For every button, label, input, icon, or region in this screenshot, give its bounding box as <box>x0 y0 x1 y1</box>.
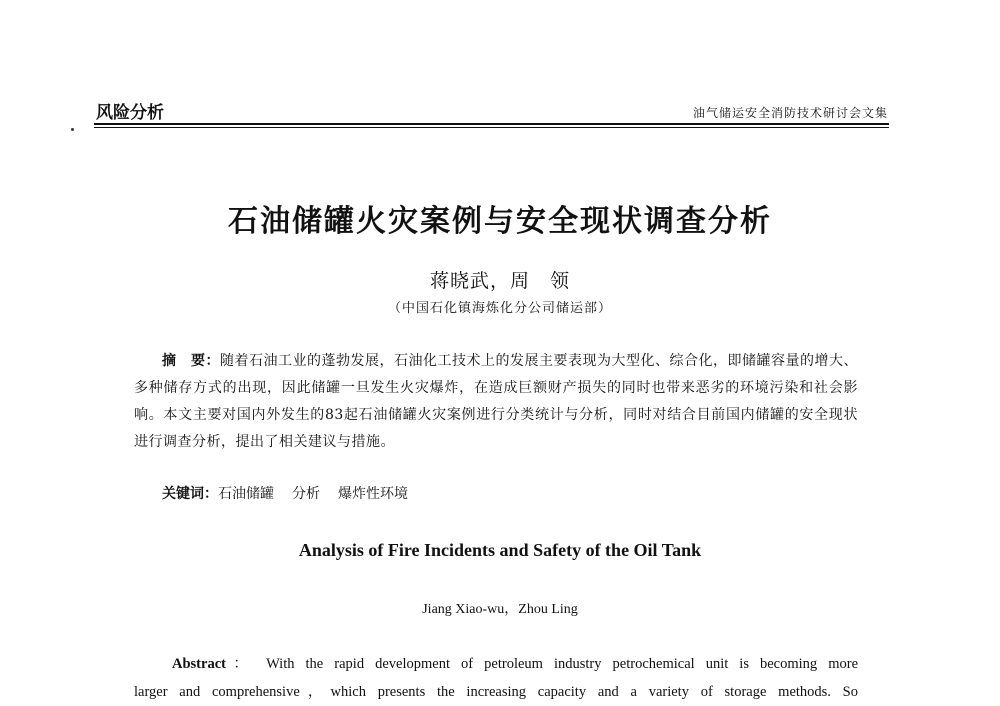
margin-mark <box>71 128 74 131</box>
header-rule-thin <box>94 127 889 128</box>
paper-title-en: Analysis of Fire Incidents and Safety of the Oil Tank <box>298 540 702 560</box>
keywords-label: 关键词： <box>162 486 218 502</box>
keyword: 分析 <box>292 486 320 502</box>
authors-zh: 蒋晓武，周 领 <box>429 270 570 292</box>
paper-title-zh: 石油储罐火灾案例与安全现状调查分析 <box>228 204 772 239</box>
section-label: 风险分析 <box>96 103 164 123</box>
affiliation-zh: （中国石化镇海炼化分公司储运部） <box>387 301 612 316</box>
abstract-en-line <box>134 650 858 678</box>
abstract-en-label: Abstract <box>172 656 226 672</box>
journal-title: 油气储运安全消防技术研讨会文集 <box>692 106 888 120</box>
abstract-en <box>134 650 858 706</box>
abstract-en-text-2: larger and comprehensive，which presents the increasing capacity and a variety of storage methods. So <box>134 684 858 700</box>
keyword: 爆炸性环境 <box>338 486 408 502</box>
abstract-en-sep: ： <box>225 656 256 672</box>
keyword: 石油储罐 <box>218 486 274 502</box>
abstract-zh-label: 摘 要： <box>162 353 220 369</box>
keywords <box>162 483 426 503</box>
abstract-en-text-1: With the rapid development of petroleum industry petrochemical unit is becoming more <box>266 656 858 672</box>
abstract-zh <box>134 348 858 456</box>
header-rule-thick <box>94 123 889 125</box>
authors-en: Jiang Xiao-wu，Zhou Ling <box>422 602 578 617</box>
abstract-zh-text: 随着石油工业的蓬勃发展，石油化工技术上的发展主要表现为大型化、综合化，即储罐容量的增大、多种储存方式的出现，因此储罐一旦发生火灾爆炸，在造成巨额财产损失的同时也带来恶劣的环境污染和社会影响。本文主要对国内外发生的83起石油储罐火灾案例进行分类统计与分析，同时对结合目前国内储罐的安全现状进行调查分析，提出了相关建议与措施。 <box>134 353 858 450</box>
